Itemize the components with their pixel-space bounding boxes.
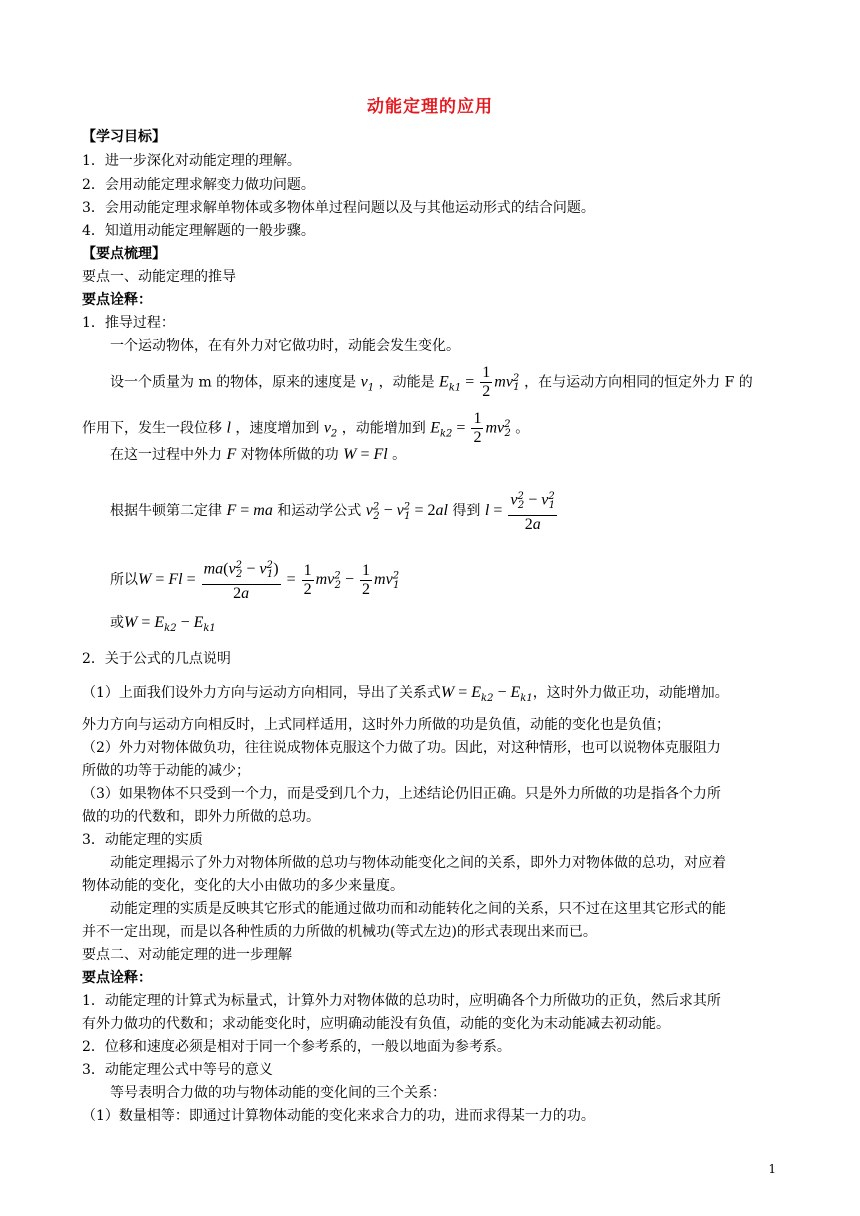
goal-3: 3．会用动能定理求解单物体或多物体单过程问题以及与其他运动形式的结合问题。 [82,200,595,216]
work-formula-line: 在这一过程中外力 F 对物体所做的功 W = Fl 。 [110,446,407,463]
theorem-final-form: 或$W = E_{k2} - E_{k1}$ [110,614,216,634]
section-key-points: 【要点梳理】 [82,246,166,262]
understanding-3a: 等号表明合力做的功与物体动能的变化间的三个关系： [110,1085,446,1101]
essence-heading: 3．动能定理的实质 [82,832,203,848]
note-3-line-2: 做的功的代数和，即外力所做的总功。 [82,809,320,825]
formula-notes-heading: 2．关于公式的几点说明 [82,651,231,667]
page-title: 动能定理的应用 [367,97,493,117]
point-1-heading: 要点一、动能定理的推导 [82,269,236,285]
essence-text-1b: 物体动能的变化，变化的大小由做功的多少来量度。 [82,878,404,894]
understanding-3: 3．动能定理公式中等号的意义 [82,1062,273,1078]
point-2-label: 要点诠释： [82,970,152,986]
goal-1: 1．进一步深化对动能定理的理解。 [82,153,301,169]
newton-law-line: 根据牛顿第二定律 F = ma 和运动学公式 $v^2_2 - v^2_1 = 2al$ 得到 l = $\frac{v^2_2 - v^2_1}{2a}$ [110,488,559,534]
point-2-heading: 要点二、对动能定理的进一步理解 [82,947,292,963]
point-1-label: 要点诠释： [82,292,152,308]
understanding-3b: （1）数量相等：即通过计算物体动能的变化来求合力的功，进而求得某一力的功。 [82,1108,595,1124]
goal-2: 2．会用动能定理求解变力做功问题。 [82,177,315,193]
understanding-2: 2．位移和速度必须是相对于同一个参考系的，一般以地面为参考系。 [82,1039,511,1055]
derivation-text-3: 作用下，发生一段位移 l ，速度增加到 $v_2$ ，动能增加到 $E_{k2}$ = $\frac{1}{2}$ $mv^2_2$ 。 [82,410,530,446]
note-2-line-1: （2）外力对物体做负功，往往说成物体克服这个力做了功。因此，对这种情形，也可以说物体克服阻力 [82,740,721,756]
work-energy-derivation: 所以W = Fl = $\frac{ma(v^2_2 - v^2_1)}{2a}$ = $\frac{1}{2}$ $mv^2_2$ − $\frac{1}{2}$ $mv^2_1$ [110,557,399,603]
derivation-text-2: 设一个质量为 m 的物体，原来的速度是 $v_1$ ，动能是 $E_{k1}$ = $\frac{1}{2}$ $mv^2_1$ ，在与运动方向相同的恒定外力 F 的 [110,364,753,400]
understanding-1b: 有外力做功的代数和；求动能变化时，应明确动能没有负值，动能的变化为末动能减去初动能。 [82,1016,670,1032]
derivation-heading: 1．推导过程： [82,315,175,331]
understanding-1a: 1．动能定理的计算式为标量式，计算外力对物体做的总功时，应明确各个力所做功的正负，然后求其所 [82,993,721,1009]
note-3-line-1: （3）如果物体不只受到一个力，而是受到几个力，上述结论仍旧正确。只是外力所做的功是指各个力所 [82,786,721,802]
essence-text-1a: 动能定理揭示了外力对物体所做的总功与物体动能变化之间的关系，即外力对物体做的总功，对应着 [110,855,726,871]
note-1-line-2: 外力方向与运动方向相反时，上式同样适用，这时外力所做的功是负值，动能的变化也是负值； [82,717,670,733]
goal-4: 4．知道用动能定理解题的一般步骤。 [82,223,315,239]
page-number: 1 [768,1162,776,1176]
essence-text-2a: 动能定理的实质是反映其它形式的能通过做功而和动能转化之间的关系，只不过在这里其它形式的能 [110,901,726,917]
derivation-text-1: 一个运动物体，在有外力对它做功时，动能会发生变化。 [110,338,460,354]
note-1-line-1: （1）上面我们设外力方向与运动方向相同，导出了关系式$W = E_{k2} - E_{k1}$，这时外力做正功，动能增加。 [82,684,729,704]
section-learning-goals: 【学习目标】 [82,129,166,145]
note-2-line-2: 所做的功等于动能的减少； [82,763,250,779]
essence-text-2b: 并不一定出现，而是以各种性质的力所做的机械功(等式左边)的形式表现出来而已。 [82,924,597,940]
